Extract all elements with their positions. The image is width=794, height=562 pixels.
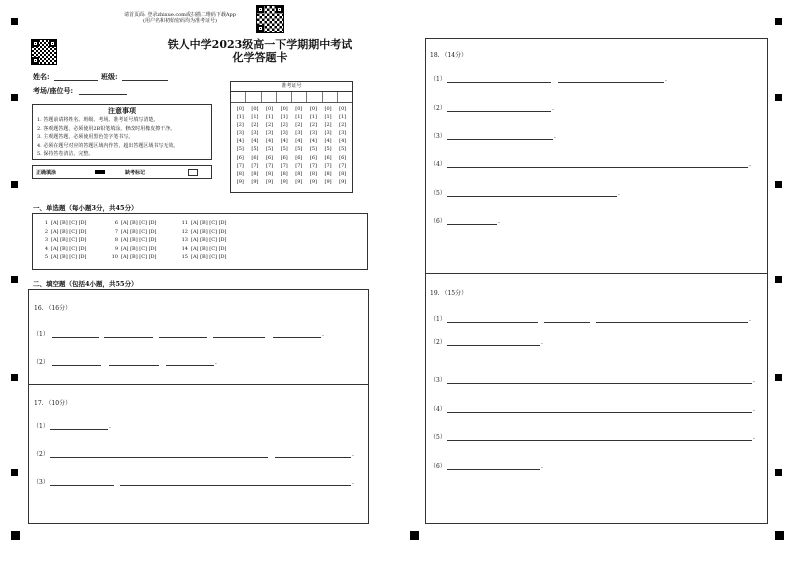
timing-mark <box>775 181 782 188</box>
choice-row[interactable] <box>179 253 227 262</box>
period-mark: . <box>352 479 354 486</box>
download-qr-code <box>256 5 284 33</box>
q17-box <box>28 384 369 524</box>
q17-3-blank-b[interactable] <box>120 485 351 486</box>
fill-example-box <box>32 165 212 179</box>
q16-1-blank-a[interactable] <box>52 337 99 338</box>
exam-id-bubble[interactable]: [4] <box>339 138 347 145</box>
name-label: 姓名: <box>33 72 50 81</box>
question-number: 11 <box>181 220 188 226</box>
class-label: 班级: <box>101 72 118 81</box>
exam-id-bubble[interactable]: [5] <box>324 146 332 153</box>
exam-id-bubble[interactable]: [5] <box>309 146 317 153</box>
q19-1-blank-a[interactable] <box>447 322 538 323</box>
exam-id-bubble[interactable]: [6] <box>324 154 332 161</box>
exam-id-bubble[interactable]: [7] <box>339 162 347 169</box>
q16-2-blank-b[interactable] <box>109 365 159 366</box>
exam-id-column <box>233 105 248 186</box>
question-number: 7 <box>114 228 118 235</box>
period-mark: . <box>541 339 543 346</box>
exam-id-bubble[interactable]: [4] <box>309 138 317 145</box>
q17-label-3: （3） <box>33 479 49 486</box>
q18-label-4: （4） <box>430 161 446 168</box>
exam-id-bubble[interactable]: [8] <box>324 170 332 177</box>
timing-mark <box>775 276 782 283</box>
exam-id-bubble[interactable]: [2] <box>324 122 332 129</box>
timing-mark <box>775 94 782 101</box>
exam-id-bubble[interactable]: [6] <box>251 154 259 161</box>
exam-id-bubble[interactable]: [2] <box>251 122 259 129</box>
exam-id-column <box>262 105 277 186</box>
exam-id-bubble[interactable]: [4] <box>236 138 244 145</box>
choice-row[interactable] <box>179 245 227 254</box>
q18-label-1: （1） <box>430 76 446 83</box>
q16-label-2: （2） <box>33 359 49 366</box>
exam-id-bubble[interactable]: [9] <box>280 178 288 185</box>
exam-id-column <box>292 105 307 186</box>
exam-id-bubble[interactable]: [2] <box>266 122 274 129</box>
exam-id-bubble[interactable]: [2] <box>236 122 244 129</box>
q19-label-2: （2） <box>430 339 446 346</box>
exam-id-bubble[interactable]: [9] <box>339 178 347 185</box>
choice-row[interactable] <box>39 219 87 228</box>
q16-1-blank-d[interactable] <box>213 337 265 338</box>
exam-id-bubble[interactable]: [1] <box>266 114 274 121</box>
period-mark: . <box>618 190 620 197</box>
absent-mark-label: 缺考标记 <box>125 170 146 176</box>
q18-title: 18. （14分） <box>430 52 468 59</box>
timing-mark <box>11 181 18 188</box>
notice-item: 1. 答题前请将姓名、班级、考场、准考证号填写清楚。 <box>37 117 159 123</box>
q19-title: 19. （15分） <box>430 290 468 297</box>
q19-5-blank[interactable] <box>447 440 752 441</box>
question-number: 12 <box>181 228 188 235</box>
q19-box <box>425 273 768 524</box>
exam-id-bubble[interactable]: [6] <box>266 154 274 161</box>
notice-title: 注意事项 <box>108 106 136 115</box>
exam-id-bubble[interactable]: [4] <box>266 138 274 145</box>
exam-id-bubble[interactable]: [6] <box>236 154 244 161</box>
corner-mark <box>11 531 20 540</box>
exam-id-bubble[interactable]: [5] <box>339 146 347 153</box>
exam-id-column <box>321 105 336 186</box>
q16-1-blank-c[interactable] <box>159 337 207 338</box>
question-number: 5 <box>44 254 48 261</box>
choice-options[interactable]: [A] [B] [C] [D] <box>191 228 227 235</box>
q19-label-3: （3） <box>430 377 446 384</box>
exam-id-bubble[interactable]: [7] <box>251 162 259 169</box>
exam-id-bubble[interactable]: [9] <box>324 178 332 185</box>
single-choice-box <box>32 213 368 270</box>
period-mark: . <box>109 423 111 430</box>
exam-id-bubble[interactable]: [7] <box>236 162 244 169</box>
exam-id-column <box>306 105 321 186</box>
exam-id-bubble[interactable]: [7] <box>324 162 332 169</box>
period-mark: . <box>215 359 217 366</box>
q17-2-blank-b[interactable] <box>275 457 351 458</box>
exam-id-bubble[interactable]: [1] <box>309 114 317 121</box>
q18-label-6: （6） <box>430 218 446 225</box>
title-line1: 铁人中学2023级高一下学期期中考试 <box>167 38 353 51</box>
exam-id-bubble[interactable]: [0] <box>266 106 274 112</box>
q16-2-blank-c[interactable] <box>166 365 214 366</box>
period-mark: . <box>749 316 751 323</box>
exam-id-bubble[interactable]: [8] <box>236 170 244 177</box>
exam-id-bubble[interactable]: [1] <box>295 114 303 121</box>
exam-id-bubble[interactable]: [0] <box>324 106 332 112</box>
exam-id-bubble[interactable]: [9] <box>251 178 259 185</box>
choice-options[interactable]: [A] [B] [C] [D] <box>121 237 157 244</box>
notice-item: 2. 客观题答题，必须使用2B铅笔填涂，修改时用橡皮擦干净。 <box>37 125 176 132</box>
question-number: 8 <box>114 237 118 244</box>
choice-row[interactable] <box>179 219 227 228</box>
exam-id-bubble[interactable]: [9] <box>295 178 303 185</box>
choice-column <box>39 219 87 262</box>
notice-item: 4. 必须在题号对应的答题区域内作答，超出答题区域书写无效。 <box>37 142 179 149</box>
exam-id-bubble[interactable]: [3] <box>251 130 259 137</box>
choice-row[interactable] <box>109 245 157 254</box>
q18-3-blank[interactable] <box>447 139 553 140</box>
exam-id-bubble[interactable]: [2] <box>280 122 288 129</box>
period-mark: . <box>753 406 755 413</box>
choice-options[interactable]: [A] [B] [C] [D] <box>121 245 157 252</box>
timing-mark <box>11 374 18 381</box>
q17-3-blank-a[interactable] <box>50 485 114 486</box>
page-title <box>150 38 370 64</box>
q19-1-blank-c[interactable] <box>596 322 748 323</box>
question-number: 6 <box>114 220 118 226</box>
exam-id-bubble[interactable]: [3] <box>295 130 303 137</box>
q19-label-1: （1） <box>430 316 446 323</box>
room-seat-field[interactable] <box>79 94 127 95</box>
choice-options[interactable]: [A] [B] [C] [D] <box>121 228 157 235</box>
question-number: 1 <box>44 220 48 226</box>
q17-label-2: （2） <box>33 451 49 458</box>
choice-options[interactable]: [A] [B] [C] [D] <box>191 237 227 244</box>
exam-id-bubble[interactable]: [1] <box>280 114 288 121</box>
q18-label-2: （2） <box>430 105 446 112</box>
exam-id-column <box>335 105 350 186</box>
exam-id-bubble[interactable]: [0] <box>339 106 347 112</box>
choice-row[interactable] <box>39 236 87 245</box>
q16-box <box>28 289 369 385</box>
q16-1-blank-b[interactable] <box>104 337 153 338</box>
notice-item: 5. 保持答卷清洁、完整。 <box>37 151 94 157</box>
exam-id-bubble[interactable]: [4] <box>251 138 259 145</box>
login-notice <box>110 12 250 24</box>
exam-id-bubble[interactable]: [3] <box>266 130 274 137</box>
exam-id-bubble[interactable]: [1] <box>236 114 244 121</box>
exam-id-bubble[interactable]: [9] <box>309 178 317 185</box>
exam-id-bubble[interactable]: [5] <box>280 146 288 153</box>
correct-fill-sample <box>95 170 105 174</box>
choice-row[interactable] <box>179 236 227 245</box>
q18-label-3: （3） <box>430 133 446 140</box>
exam-id-bubble[interactable]: [6] <box>339 154 347 161</box>
exam-id-bubble[interactable]: [3] <box>339 130 347 137</box>
choice-options[interactable]: [A] [B] [C] [D] <box>51 245 87 252</box>
exam-id-bubble[interactable]: [5] <box>266 146 274 153</box>
exam-id-bubble[interactable]: [4] <box>295 138 303 145</box>
q16-label-1: （1） <box>33 331 49 338</box>
timing-mark <box>11 94 18 101</box>
exam-id-bubble[interactable]: [8] <box>251 170 259 177</box>
exam-id-bubble[interactable]: [6] <box>280 154 288 161</box>
exam-id-bubble[interactable]: [5] <box>251 146 259 153</box>
exam-id-bubble[interactable]: [7] <box>280 162 288 169</box>
choice-options[interactable]: [A] [B] [C] [D] <box>191 245 227 252</box>
exam-id-bubble[interactable]: [8] <box>339 170 347 177</box>
q19-label-5: （5） <box>430 434 446 441</box>
period-mark: . <box>554 133 556 140</box>
exam-id-bubble[interactable]: [2] <box>309 122 317 129</box>
q18-5-blank[interactable] <box>447 196 617 197</box>
exam-id-bubble[interactable]: [8] <box>266 170 274 177</box>
q16-title: 16. （16分） <box>34 305 72 312</box>
exam-id-bubble[interactable]: [8] <box>280 170 288 177</box>
class-field[interactable] <box>122 80 168 81</box>
exam-id-bubble[interactable]: [5] <box>295 146 303 153</box>
choice-options[interactable]: [A] [B] [C] [D] <box>51 220 87 226</box>
period-mark: . <box>749 161 751 168</box>
choice-row[interactable] <box>109 228 157 237</box>
choice-row[interactable] <box>109 236 157 245</box>
q19-3-blank[interactable] <box>447 383 752 384</box>
choice-row[interactable] <box>179 228 227 237</box>
choice-options[interactable]: [A] [B] [C] [D] <box>51 254 87 261</box>
exam-id-bubble[interactable]: [6] <box>309 154 317 161</box>
q19-4-blank[interactable] <box>447 412 752 413</box>
exam-id-grid <box>230 81 353 193</box>
q17-1-blank[interactable] <box>50 429 108 430</box>
choice-row[interactable] <box>39 245 87 254</box>
q17-title: 17. （10分） <box>34 400 72 407</box>
exam-id-bubble[interactable]: [9] <box>266 178 274 185</box>
exam-id-column <box>248 105 263 186</box>
q18-6-blank[interactable] <box>447 224 497 225</box>
exam-id-write-row[interactable] <box>231 92 352 103</box>
exam-id-bubble[interactable]: [7] <box>295 162 303 169</box>
choice-row[interactable] <box>39 228 87 237</box>
period-mark: . <box>322 331 324 338</box>
exam-id-bubble[interactable]: [0] <box>309 106 317 112</box>
exam-id-bubble[interactable]: [3] <box>324 130 332 137</box>
period-mark: . <box>541 463 543 470</box>
title-line2: 化学答题卡 <box>232 51 288 64</box>
period-mark: . <box>665 76 667 83</box>
exam-id-label: 准考证号 <box>231 82 352 92</box>
timing-mark <box>11 276 18 283</box>
q18-1-blank-a[interactable] <box>447 82 551 83</box>
correct-fill-label: 正确填涂 <box>36 170 57 176</box>
choice-options[interactable]: [A] [B] [C] [D] <box>51 237 87 244</box>
q19-label-4: （4） <box>430 406 446 413</box>
period-mark: . <box>498 218 500 225</box>
choice-options[interactable]: [A] [B] [C] [D] <box>121 220 157 226</box>
choice-row[interactable] <box>109 253 157 262</box>
timing-mark <box>11 18 18 25</box>
timing-mark <box>775 18 782 25</box>
exam-id-bubble[interactable]: [1] <box>251 114 259 121</box>
q19-label-6: （6） <box>430 463 446 470</box>
section2-title: 二、填空题（包括4小题，共55分） <box>33 280 138 288</box>
q19-6-blank[interactable] <box>447 469 540 470</box>
exam-id-bubble[interactable]: [7] <box>266 162 274 169</box>
exam-id-bubble[interactable]: [2] <box>339 122 347 129</box>
exam-id-bubble[interactable]: [0] <box>280 106 288 112</box>
choice-row[interactable] <box>109 219 157 228</box>
question-number: 3 <box>44 237 48 244</box>
q16-2-blank-a[interactable] <box>52 365 101 366</box>
period-mark: . <box>352 451 354 458</box>
question-number: 4 <box>44 245 48 252</box>
q17-2-blank-a[interactable] <box>50 457 268 458</box>
exam-id-bubble[interactable]: [8] <box>309 170 317 177</box>
section1-title: 一、单选题（每小题3分，共45分） <box>33 204 138 212</box>
exam-id-bubble[interactable]: [0] <box>236 106 244 112</box>
choice-column <box>179 219 227 262</box>
q18-box <box>425 38 768 274</box>
notice-item: 3. 主观题答题，必须使用黑色签字笔书写。 <box>37 134 134 140</box>
exam-id-bubble[interactable]: [3] <box>309 130 317 137</box>
choice-column <box>109 219 157 262</box>
q16-1-blank-e[interactable] <box>273 337 321 338</box>
exam-id-bubble[interactable]: [0] <box>251 106 259 112</box>
exam-id-bubble[interactable]: [3] <box>280 130 288 137</box>
timing-mark <box>775 374 782 381</box>
exam-id-bubble[interactable]: [8] <box>295 170 303 177</box>
period-mark: . <box>753 434 755 441</box>
login-notice-line2: (用户名和初始密码均为准考证号) <box>143 18 217 24</box>
choice-options[interactable]: [A] [B] [C] [D] <box>191 220 227 226</box>
q19-2-blank[interactable] <box>447 345 540 346</box>
notice-box <box>32 104 212 160</box>
exam-id-column <box>277 105 292 186</box>
exam-id-bubble[interactable]: [5] <box>236 146 244 153</box>
q18-1-blank-b[interactable] <box>558 82 664 83</box>
exam-id-bubble[interactable]: [4] <box>280 138 288 145</box>
exam-id-bubble[interactable]: [3] <box>236 130 244 137</box>
choice-options[interactable]: [A] [B] [C] [D] <box>121 254 157 261</box>
exam-id-bubble[interactable]: [6] <box>295 154 303 161</box>
q18-4-blank[interactable] <box>447 167 748 168</box>
period-mark: . <box>552 105 554 112</box>
question-number: 10 <box>111 254 118 261</box>
timing-mark <box>11 469 18 476</box>
corner-mark <box>775 531 784 540</box>
question-number: 13 <box>181 237 188 244</box>
question-number: 9 <box>114 245 118 252</box>
question-number: 14 <box>181 245 188 252</box>
q17-label-1: （1） <box>33 423 49 430</box>
exam-id-bubble[interactable]: [0] <box>295 106 303 112</box>
exam-id-bubble[interactable]: [7] <box>309 162 317 169</box>
choice-row[interactable] <box>39 253 87 262</box>
timing-mark <box>775 469 782 476</box>
sheet-qr-code <box>31 39 57 65</box>
exam-id-bubble[interactable]: [9] <box>236 178 244 185</box>
exam-id-bubble[interactable]: [1] <box>339 114 347 121</box>
exam-id-bubble[interactable]: [1] <box>324 114 332 121</box>
room-seat-label: 考场/座位号: <box>33 86 74 95</box>
exam-id-bubble[interactable]: [4] <box>324 138 332 145</box>
question-number: 2 <box>44 228 48 235</box>
choice-options[interactable]: [A] [B] [C] [D] <box>51 228 87 235</box>
choice-options[interactable]: [A] [B] [C] [D] <box>191 254 227 261</box>
q18-2-blank[interactable] <box>447 111 551 112</box>
q18-label-5: （5） <box>430 190 446 197</box>
question-number: 15 <box>181 254 188 261</box>
q19-1-blank-b[interactable] <box>544 322 590 323</box>
exam-id-bubble[interactable]: [2] <box>295 122 303 129</box>
period-mark: . <box>753 377 755 384</box>
name-field[interactable] <box>54 80 98 81</box>
login-notice-line1: 请首页面: 登录zhixue.com或扫描二维码下载App <box>124 12 236 18</box>
corner-mark <box>410 531 419 540</box>
absent-mark-checkbox[interactable] <box>188 169 198 176</box>
